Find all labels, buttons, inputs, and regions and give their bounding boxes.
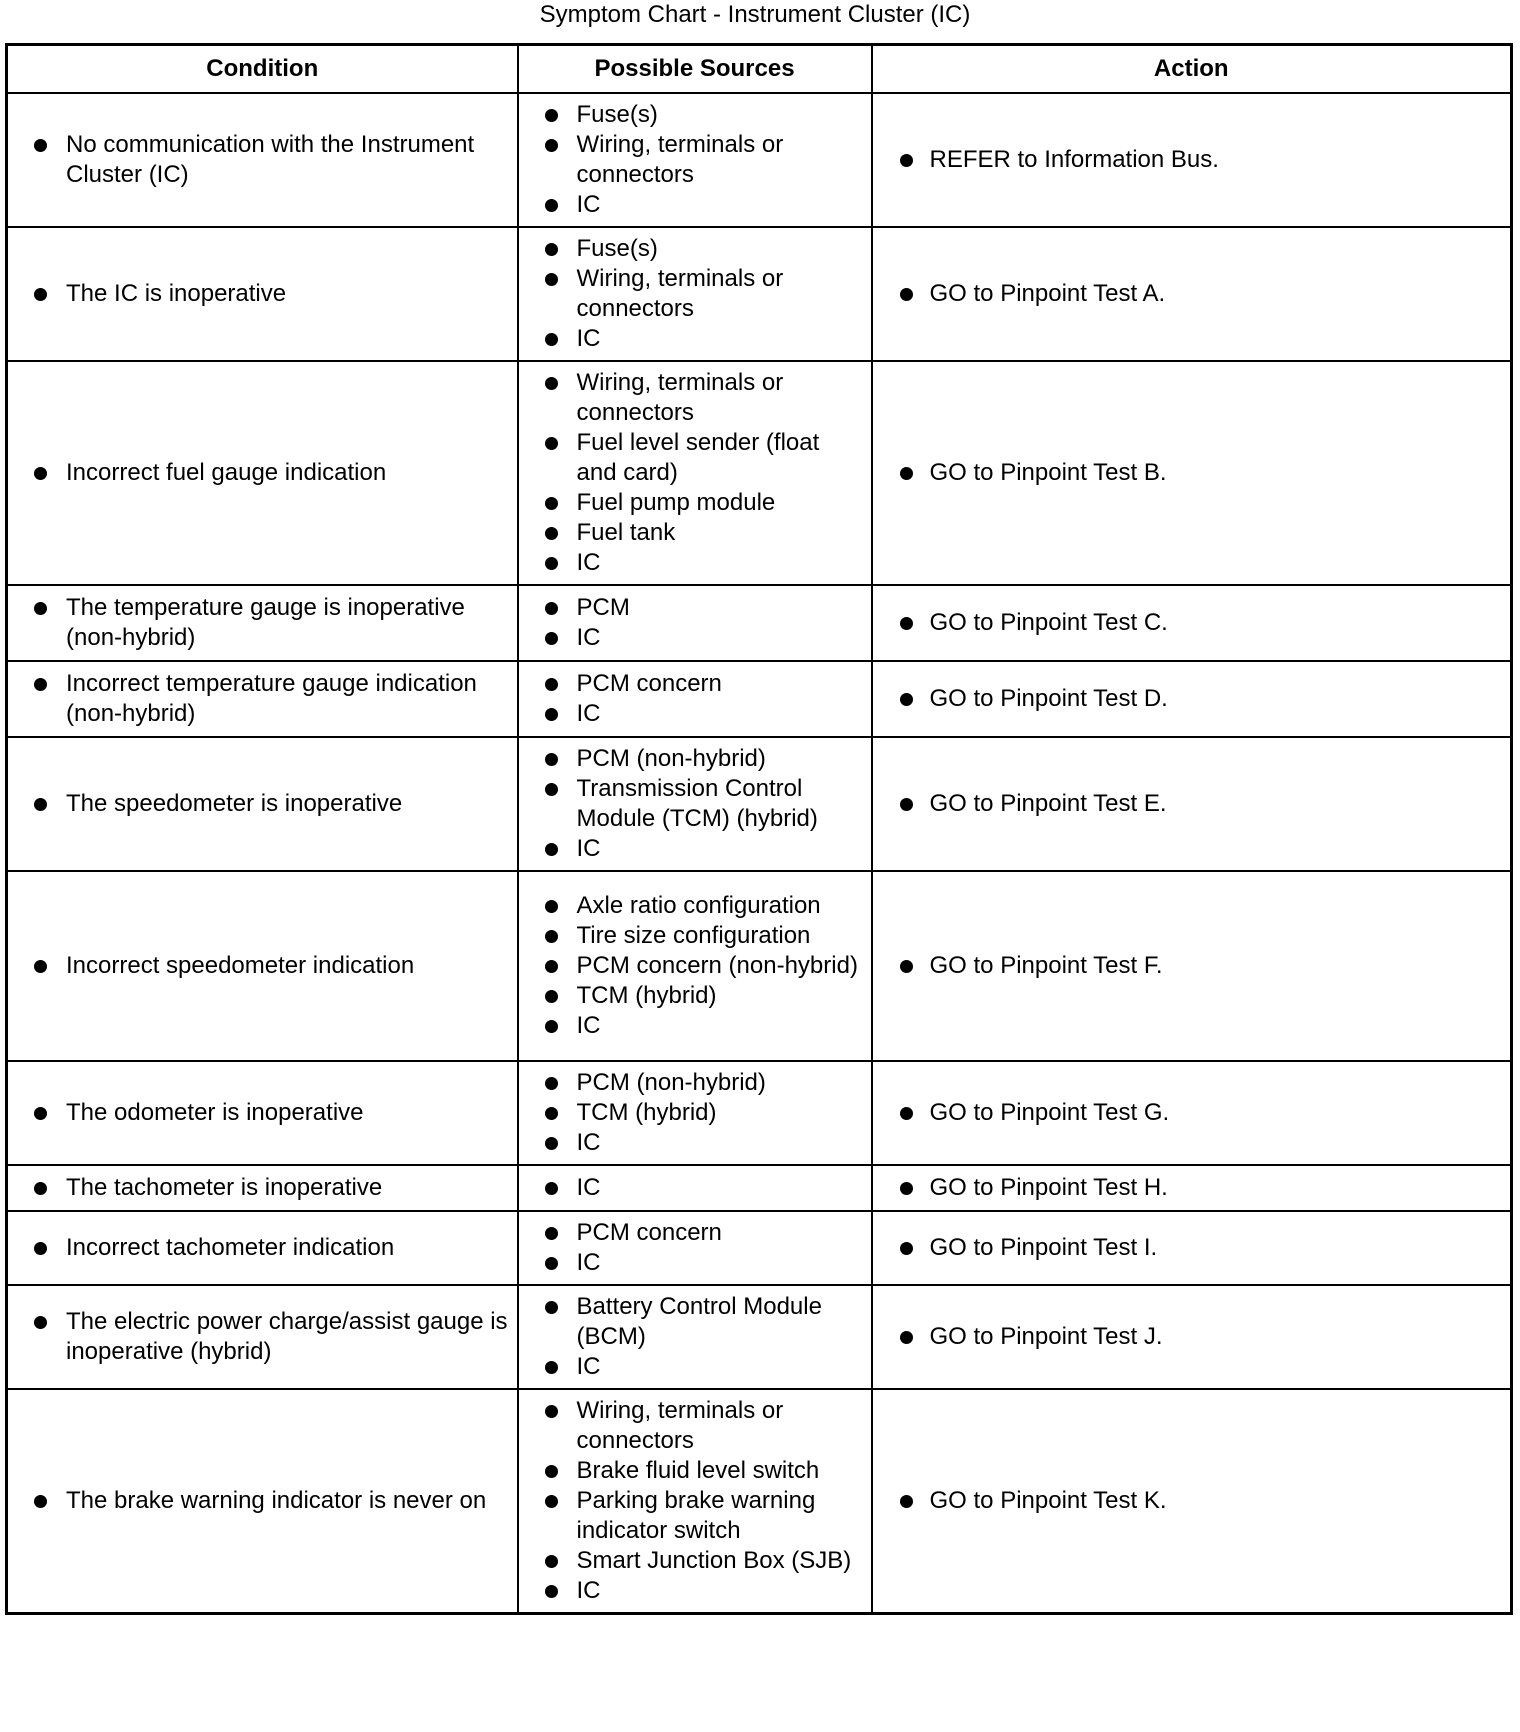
condition-text: No communication with the Instrument Cluster (IC) [8,130,509,190]
action-text: GO to Pinpoint Test J. [873,1322,1503,1352]
condition-text: Incorrect speedometer indication [8,951,509,981]
symptom-chart [5,43,1510,1615]
source-item: IC [519,548,865,578]
condition-cell [7,585,518,661]
source-item: IC [519,1352,865,1382]
possible-sources-cell [518,871,872,1061]
source-item: IC [519,1128,865,1158]
source-item: PCM (non-hybrid) [519,1068,865,1098]
action-cell [872,1285,1512,1389]
action-cell [872,1061,1512,1165]
source-item: Battery Control Module (BCM) [519,1292,865,1352]
table-row [7,1389,1512,1614]
header-row [7,45,1512,94]
table-row [7,1285,1512,1389]
action-text: GO to Pinpoint Test E. [873,789,1503,819]
possible-sources-cell [518,1389,872,1614]
source-item: IC [519,834,865,864]
possible-sources-cell [518,585,872,661]
condition-cell [7,661,518,737]
source-item: Transmission Control Module (TCM) (hybrid) [519,774,865,834]
condition-cell [7,1165,518,1211]
possible-sources-cell [518,227,872,361]
condition-text: The speedometer is inoperative [8,789,509,819]
source-item: Parking brake warning indicator switch [519,1486,865,1546]
table-row [7,93,1512,227]
table-row [7,661,1512,737]
possible-sources-cell [518,1285,872,1389]
condition-text: The brake warning indicator is never on [8,1486,509,1516]
action-text: GO to Pinpoint Test B. [873,458,1503,488]
possible-sources-cell [518,93,872,227]
symptom-table [5,43,1513,1615]
source-item: Fuel tank [519,518,865,548]
action-text: GO to Pinpoint Test K. [873,1486,1503,1516]
action-cell [872,93,1512,227]
source-item: Wiring, terminals or connectors [519,264,865,324]
source-item: Wiring, terminals or connectors [519,1396,865,1456]
source-item: Fuel level sender (float and card) [519,428,865,488]
action-cell [872,1211,1512,1285]
possible-sources-cell [518,1165,872,1211]
table-body [7,93,1512,1614]
condition-text: The temperature gauge is inoperative (non-hybrid) [8,593,509,653]
source-item: Fuse(s) [519,234,865,264]
source-item: PCM concern (non-hybrid) [519,951,865,981]
header-action: Action [872,45,1512,94]
source-item: Brake fluid level switch [519,1456,865,1486]
source-item: Wiring, terminals or connectors [519,130,865,190]
possible-sources-cell [518,361,872,585]
header-condition: Condition [7,45,518,94]
action-text: GO to Pinpoint Test H. [873,1173,1503,1203]
source-item: PCM [519,593,865,623]
condition-cell [7,737,518,871]
condition-cell [7,93,518,227]
source-item: IC [519,324,865,354]
action-text: GO to Pinpoint Test G. [873,1098,1503,1128]
table-row [7,361,1512,585]
table-row [7,1211,1512,1285]
source-item: TCM (hybrid) [519,1098,865,1128]
table-row [7,1165,1512,1211]
condition-text: The electric power charge/assist gauge is inoperative (hybrid) [8,1307,509,1367]
condition-cell [7,1389,518,1614]
source-item: IC [519,623,865,653]
action-cell [872,1389,1512,1614]
condition-text: The IC is inoperative [8,279,509,309]
action-text: REFER to Information Bus. [873,145,1503,175]
page-title: Symptom Chart - Instrument Cluster (IC) [539,1,971,28]
source-item: Axle ratio configuration [519,891,865,921]
source-item: TCM (hybrid) [519,981,865,1011]
condition-cell [7,1285,518,1389]
action-cell [872,1165,1512,1211]
table-row [7,1061,1512,1165]
source-item: PCM (non-hybrid) [519,744,865,774]
action-cell [872,661,1512,737]
table-row [7,585,1512,661]
source-item: Smart Junction Box (SJB) [519,1546,865,1576]
condition-text: Incorrect temperature gauge indication (non-hybrid) [8,669,509,729]
source-item: Fuse(s) [519,100,865,130]
possible-sources-cell [518,1061,872,1165]
action-cell [872,737,1512,871]
action-text: GO to Pinpoint Test A. [873,279,1503,309]
source-item: IC [519,1248,865,1278]
source-item: IC [519,1011,865,1041]
action-cell [872,361,1512,585]
source-item: Tire size configuration [519,921,865,951]
action-text: GO to Pinpoint Test I. [873,1233,1503,1263]
action-cell [872,585,1512,661]
action-text: GO to Pinpoint Test F. [873,951,1503,981]
action-cell [872,227,1512,361]
source-item: IC [519,1576,865,1606]
condition-cell [7,361,518,585]
source-item: Wiring, terminals or connectors [519,368,865,428]
condition-text: The tachometer is inoperative [8,1173,509,1203]
source-item: PCM concern [519,669,865,699]
condition-text: The odometer is inoperative [8,1098,509,1128]
source-item: Fuel pump module [519,488,865,518]
action-text: GO to Pinpoint Test C. [873,608,1503,638]
condition-cell [7,1211,518,1285]
header-possible-sources: Possible Sources [518,45,872,94]
action-text: GO to Pinpoint Test D. [873,684,1503,714]
possible-sources-cell [518,1211,872,1285]
table-row [7,871,1512,1061]
source-item: IC [519,699,865,729]
action-cell [872,871,1512,1061]
condition-text: Incorrect fuel gauge indication [8,458,509,488]
source-item: IC [519,190,865,220]
table-row [7,737,1512,871]
table-row [7,227,1512,361]
condition-cell [7,871,518,1061]
possible-sources-cell [518,661,872,737]
possible-sources-cell [518,737,872,871]
condition-text: Incorrect tachometer indication [8,1233,509,1263]
condition-cell [7,227,518,361]
source-item: IC [519,1173,865,1203]
condition-cell [7,1061,518,1165]
source-item: PCM concern [519,1218,865,1248]
